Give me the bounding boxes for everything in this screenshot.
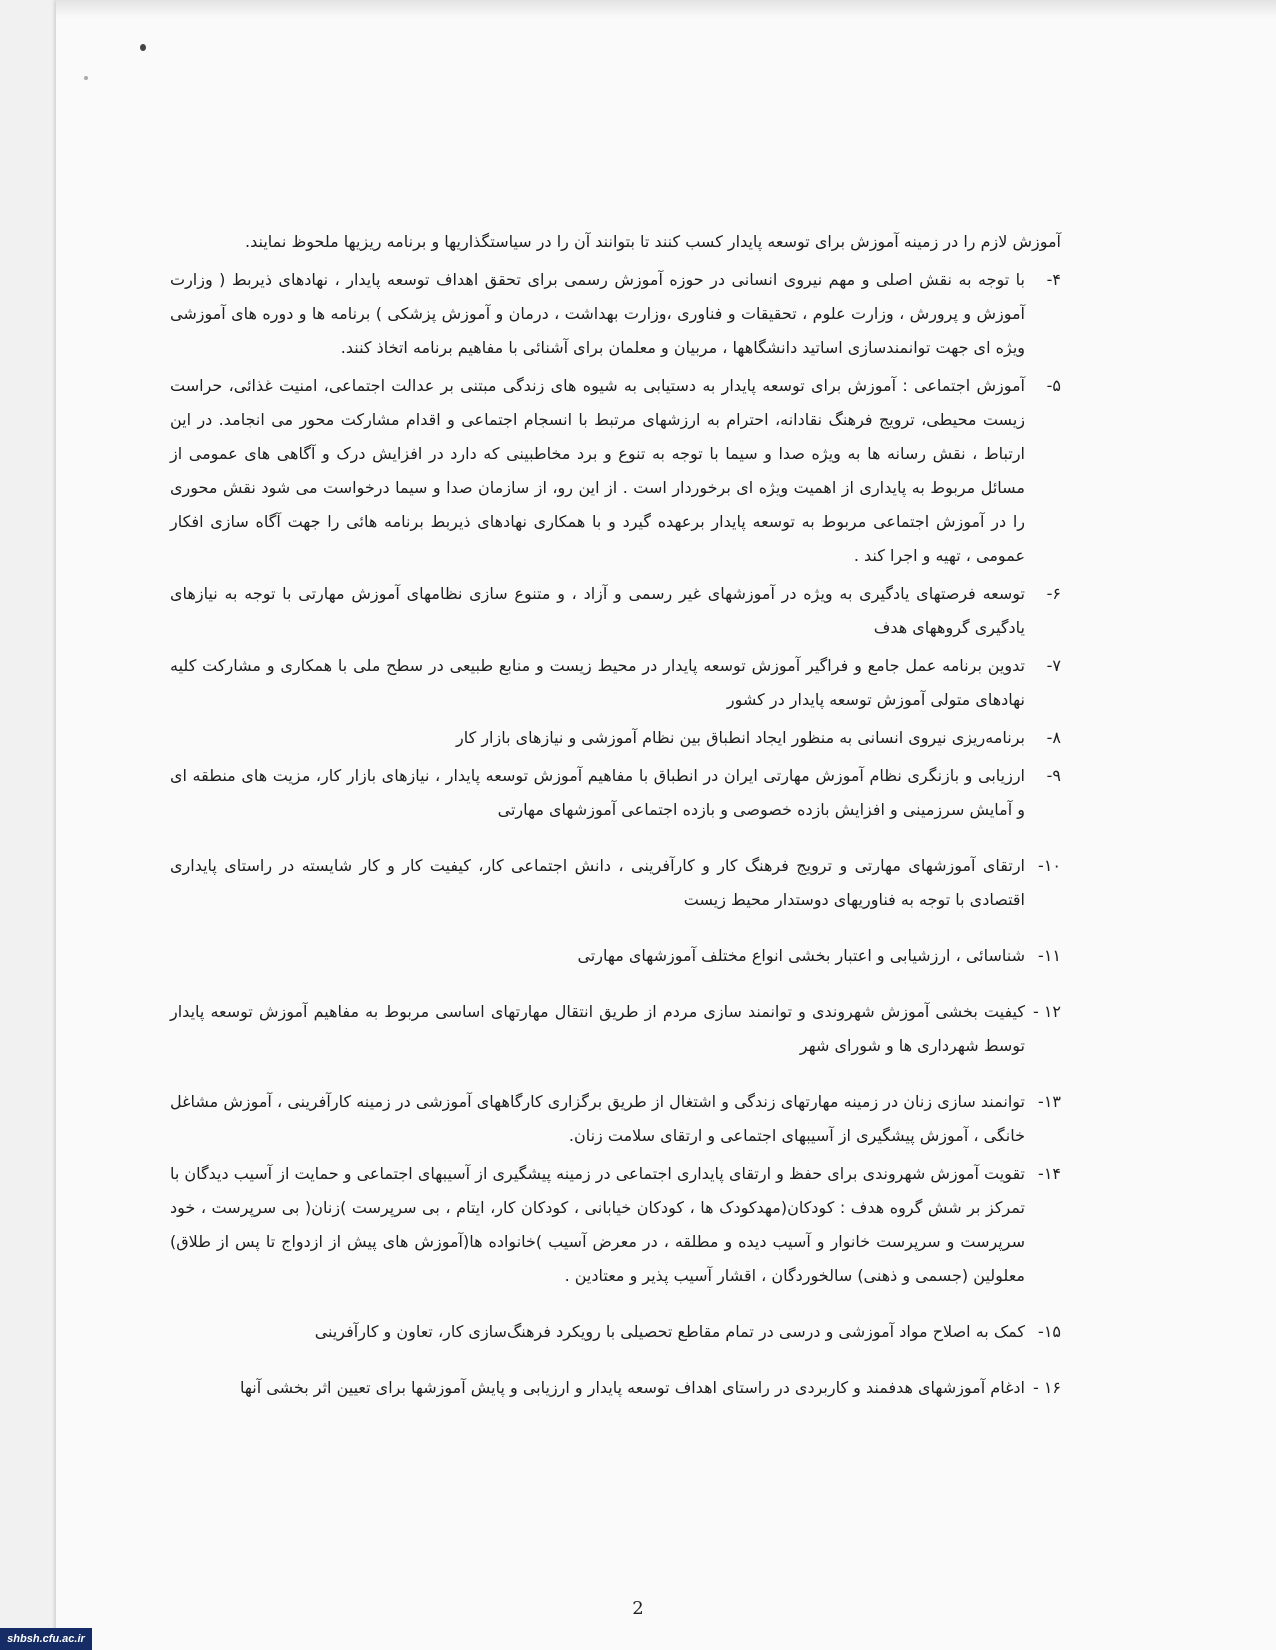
item-text: تقویت آموزش شهروندی برای حفظ و ارتقای پایداری اجتماعی در زمینه پیشگیری از آسیبهای اجتماعی و حمایت از آسیب دیدگان با تمرکز بر شش گروه هدف : کودکان(مهدکودک ها ، کودکان خیابانی ، کودکان کار، ایتام ، بی سرپرست )زنان( بی سرپرست ، خود سرپرست و سرپرست خانوار و آسیب دیده و مطلقه ، در معرض آسیب )خانواده ها(آموزش های پیش از ازدواج تا پس از طلاق) معلولین (جسمی و ذهنی) سالخوردگان ، اقشار آسیب پذیر و معتادین . xyxy=(170,1164,1025,1285)
list-item-14 xyxy=(170,1157,1061,1293)
item-number: ۴- xyxy=(1046,270,1061,289)
list-item-7 xyxy=(170,649,1061,717)
item-text: توسعه فرصتهای یادگیری به ویژه در آموزشهای غیر رسمی و آزاد ، و متنوع سازی نظامهای آموزش مهارتی با توجه به نیازهای یادگیری گروههای هدف xyxy=(170,584,1025,637)
item-text: ارزیابی و بازنگری نظام آموزش مهارتی ایران در انطباق با مفاهیم آموزش توسعه پایدار ، نیازهای بازار کار، مزیت های منطقه ای و آمایش سرزمینی و افزایش بازده خصوصی و بازده اجتماعی آموزشهای مهارتی xyxy=(170,766,1025,819)
item-number: ۷- xyxy=(1046,656,1061,675)
item-number: ۱۴- xyxy=(1038,1164,1061,1183)
list-item-5 xyxy=(170,369,1061,573)
item-text: کمک به اصلاح مواد آموزشی و درسی در تمام مقاطع تحصیلی با رویکرد فرهنگ‌سازی کار، تعاون و کارآفرینی xyxy=(314,1322,1025,1341)
list-item-10 xyxy=(170,849,1061,917)
item-text: توانمند سازی زنان در زمینه مهارتهای زندگی و اشتغال از طریق برگزاری کارگاههای آموزشی در زمینه کارآفرینی ، آموزش مشاغل خانگی ، آموزش پیشگیری از آسیبهای اجتماعی و ارتقای سلامت زنان. xyxy=(170,1092,1025,1145)
item-text: ارتقای آموزشهای مهارتی و ترویج فرهنگ کار و کارآفرینی ، دانش اجتماعی کار، کیفیت کار و کار شایسته در راستای پایداری اقتصادی با توجه به فناوریهای دوستدار محیط زیست xyxy=(170,856,1025,909)
item-text: برنامه‌ریزی نیروی انسانی به منظور ایجاد انطباق بین نظام آموزشی و نیازهای بازار کار xyxy=(456,728,1025,747)
site-watermark: shbsh.cfu.ac.ir xyxy=(0,1628,92,1650)
item-number: ۸- xyxy=(1046,728,1061,747)
ink-speck xyxy=(84,76,88,80)
item-number: ۱۶ - xyxy=(1032,1378,1061,1397)
list-item-6 xyxy=(170,577,1061,645)
page-number: 2 xyxy=(632,1598,644,1619)
item-text: تدوین برنامه عمل جامع و فراگیر آموزش توسعه پایدار در محیط زیست و منابع طبیعی در سطح ملی با همکاری و مشارکت کلیه نهادهای متولی آموزش توسعه پایدار در کشور xyxy=(170,656,1025,709)
intro-paragraph: آموزش لازم را در زمینه آموزش برای توسعه پایدار کسب کنند تا بتوانند آن را در سیاستگذاریها و برنامه ریزیها ملحوظ نمایند. xyxy=(245,232,1061,251)
item-text: کیفیت بخشی آموزش شهروندی و توانمند سازی مردم از طریق انتقال مهارتهای اساسی مربوط به مفاهیم آموزش توسعه پایدار توسط شهرداری ها و شورای شهر xyxy=(170,1002,1025,1055)
item-number: ۱۰- xyxy=(1038,856,1061,875)
ink-speck xyxy=(140,44,146,51)
list-item-16 xyxy=(170,1371,1061,1405)
list-item-9 xyxy=(170,759,1061,827)
list-item-12 xyxy=(170,995,1061,1063)
item-number: ۵- xyxy=(1046,376,1061,395)
item-number: ۱۲ - xyxy=(1032,1002,1061,1021)
list-item-15 xyxy=(170,1315,1061,1349)
list-item-13 xyxy=(170,1085,1061,1153)
item-number: ۱۵- xyxy=(1038,1322,1061,1341)
item-text: شناسائی ، ارزشیابی و اعتبار بخشی انواع مختلف آموزشهای مهارتی xyxy=(577,946,1025,965)
item-text: آموزش اجتماعی : آموزش برای توسعه پایدار به دستیابی به شیوه های زندگی مبتنی بر عدالت اجتماعی، امنیت غذائی، حراست زیست محیطی، ترویج فرهنگ نقادانه، احترام به ارزشهای مرتبط با انسجام اجتماعی و اقدام مشارکت محور می انجامد. در این ارتباط ، نقش رسانه ها به ویژه صدا و سیما با توجه به تنوع و برد مخاطبینی که دارد در افزایش درک و آگاهی های عمومی از مسائل مربوط به پایداری از اهمیت ویژه ای برخوردار است . از این رو، از سازمان صدا و سیما درخواست می شود نقش محوری را در آموزش اجتماعی مربوط به توسعه پایدار برعهده گیرد و با همکاری نهادهای ذیربط برنامه هائی را جهت آگاه سازی افکار عمومی ، تهیه و اجرا کند . xyxy=(170,376,1025,565)
item-number: ۱۳- xyxy=(1038,1092,1061,1111)
item-text: ادغام آموزشهای هدفمند و کاربردی در راستای اهداف توسعه پایدار و ارزیابی و پایش آموزشها برای تعیین اثر بخشی آنها xyxy=(240,1378,1025,1397)
item-text: با توجه به نقش اصلی و مهم نیروی انسانی در حوزه آموزش رسمی برای تحقق اهداف توسعه پایدار ، نهادهای ذیربط ( وزارت آموزش و پرورش ، وزارت علوم ، تحقیقات و فناوری ،وزارت بهداشت ، درمان و آموزش پزشکی ) برنامه ها و دوره های آموزشی ویژه ای جهت توانمندسازی اساتید دانشگاهها ، مربیان و معلمان برای آشنائی با مفاهیم برنامه اتخاذ کنند. xyxy=(170,270,1025,357)
list-item-4 xyxy=(170,263,1061,365)
list-item-11 xyxy=(170,939,1061,973)
page-fold-shadow xyxy=(56,0,1276,18)
document-body xyxy=(170,225,1061,1409)
item-number: ۱۱- xyxy=(1038,946,1061,965)
list-item-8 xyxy=(170,721,1061,755)
item-number: ۶- xyxy=(1046,584,1061,603)
item-number: ۹- xyxy=(1046,766,1061,785)
